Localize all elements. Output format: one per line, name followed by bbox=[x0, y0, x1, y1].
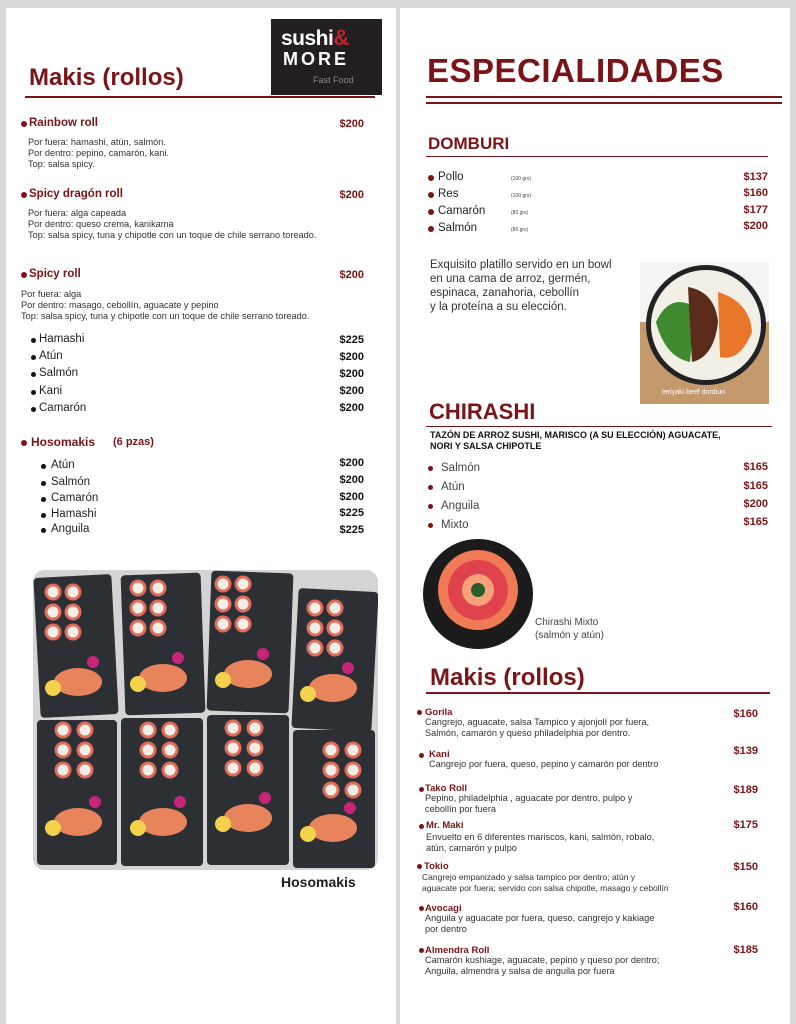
item-price-spicy-roll: $200 bbox=[339, 269, 364, 281]
chirashi-item-price: $165 bbox=[743, 461, 768, 473]
item-name-spicy-dragon-roll: Spicy dragón roll bbox=[29, 188, 123, 200]
bullet-icon bbox=[31, 355, 36, 360]
chirashi-item-price: $200 bbox=[743, 498, 768, 510]
maki-item-name: Tako Roll bbox=[425, 783, 468, 794]
donburi-photo-caption: teriyaki beef donburi bbox=[662, 389, 726, 396]
chirashi-item-name: Atún bbox=[441, 481, 465, 493]
option-name: Salmón bbox=[39, 367, 78, 379]
item-price-spicy-dragon-roll: $200 bbox=[339, 189, 364, 201]
brand-logo-text: sushi bbox=[281, 27, 334, 50]
bullet-icon bbox=[31, 372, 36, 377]
chirashi-item-name: Mixto bbox=[441, 519, 469, 531]
chirashi-item-name: Anguila bbox=[441, 500, 480, 512]
chirashi-subtitle: TAZÓN DE ARROZ SUSHI, MARISCO (A SU ELECCIÓN) AGUACATE, NORI Y SALSA CHIPOTLE bbox=[430, 430, 721, 451]
maki-item-desc: Cangrejo, aguacate, salsa Tampico y ajonjolí por fuera, Salmón, camarón y queso philadelphia por dentro. bbox=[425, 717, 650, 738]
chirashi-photo-caption: Chirashi Mixto (salmón y atún) bbox=[535, 617, 604, 641]
maki-item-price: $160 bbox=[733, 708, 758, 720]
bullet-icon bbox=[41, 497, 46, 502]
option-price: $200 bbox=[339, 457, 364, 469]
maki-item-price: $175 bbox=[733, 819, 758, 831]
domburi-item-name: Salmón bbox=[438, 222, 477, 234]
domburi-item-weight: (100 grs) bbox=[511, 193, 532, 199]
hosomakis-photo-image bbox=[33, 570, 378, 870]
option-price: $200 bbox=[339, 351, 364, 363]
domburi-item-weight: (80 grs) bbox=[511, 210, 529, 216]
chirashi-photo-image bbox=[422, 538, 534, 650]
option-price: $225 bbox=[339, 334, 364, 346]
donburi-photo bbox=[640, 262, 769, 404]
bullet-icon bbox=[41, 528, 46, 533]
section-title-domburi: DOMBURI bbox=[428, 134, 510, 153]
bullet-icon bbox=[31, 390, 36, 395]
option-price: $200 bbox=[339, 368, 364, 380]
option-price: $200 bbox=[339, 491, 364, 503]
bullet-icon bbox=[21, 440, 27, 446]
option-price: $200 bbox=[339, 385, 364, 397]
bullet-icon bbox=[428, 226, 434, 232]
maki-item-name: Kani bbox=[429, 749, 450, 760]
option-price: $225 bbox=[339, 524, 364, 536]
item-desc-rainbow-roll: Por fuera: hamashi, atún, salmón. Por dentro: pepino, camarón, kani. Top: salsa spicy. bbox=[28, 137, 169, 169]
chirashi-item-name: Salmón bbox=[441, 462, 480, 474]
domburi-item-price: $137 bbox=[743, 171, 768, 183]
maki-item-desc: Cangrejo empanizado y salsa tampico por dentro; atún y aguacate por fuera; servido con salsa chipotle, masago y cebollín bbox=[422, 872, 669, 893]
option-name: Anguila bbox=[51, 523, 90, 535]
maki-item-name: Almendra Roll bbox=[425, 945, 490, 956]
domburi-item-price: $200 bbox=[743, 220, 768, 232]
section-rule bbox=[426, 692, 770, 694]
item-price-rainbow-roll: $200 bbox=[339, 118, 364, 130]
bullet-icon bbox=[428, 485, 433, 490]
domburi-item-price: $177 bbox=[743, 204, 768, 216]
page-title: Makis (rollos) bbox=[29, 64, 184, 91]
item-name-spicy-roll: Spicy roll bbox=[29, 268, 81, 280]
chirashi-photo bbox=[422, 538, 534, 650]
domburi-item-name: Pollo bbox=[438, 171, 464, 183]
bullet-icon bbox=[31, 407, 36, 412]
maki-item-desc: Camarón kushiage, aguacate, pepino y queso por dentro; Anguila, almendra y salsa de anguila por fuera bbox=[425, 955, 660, 976]
option-name: Hamashi bbox=[51, 508, 97, 520]
maki-item-desc: Pepino, philadelphia , aguacate por dentro, pulpo y cebollín por fuera bbox=[425, 793, 633, 814]
brand-logo-tagline: Fast Food bbox=[313, 75, 354, 85]
domburi-item-weight: (100 grs) bbox=[511, 176, 532, 182]
bullet-icon bbox=[419, 824, 424, 829]
page-title-especialidades: ESPECIALIDADES bbox=[427, 52, 724, 89]
section-title-chirashi: CHIRASHI bbox=[429, 399, 536, 424]
domburi-description: Exquisito platillo servido en un bowl en una cama de arroz, germén, espinaca, zanahoria, cebollín y la proteína a su elección. bbox=[430, 259, 612, 313]
bullet-icon bbox=[428, 192, 434, 198]
section-title-makis: Makis (rollos) bbox=[430, 664, 585, 691]
title-rule bbox=[426, 96, 782, 98]
bullet-icon bbox=[428, 504, 433, 509]
menu-page-right bbox=[400, 8, 790, 1024]
item-desc-spicy-dragon-roll: Por fuera: alga capeada Por dentro: queso crema, kanikama Top: salsa spicy, tuna y chipotle con un toque de chile serrano toreado. bbox=[28, 208, 317, 240]
bullet-icon bbox=[428, 209, 434, 215]
chirashi-item-price: $165 bbox=[743, 480, 768, 492]
hosomakis-photo bbox=[33, 570, 378, 870]
domburi-item-name: Camarón bbox=[438, 205, 486, 217]
maki-item-price: $139 bbox=[733, 745, 758, 757]
maki-item-price: $160 bbox=[733, 901, 758, 913]
option-price: $200 bbox=[339, 474, 364, 486]
bullet-icon bbox=[428, 523, 433, 528]
item-qty-hosomakis: (6 pzas) bbox=[113, 436, 154, 448]
option-name: Atún bbox=[39, 350, 63, 362]
option-name: Hamashi bbox=[39, 333, 85, 345]
option-name: Salmón bbox=[51, 476, 90, 488]
donburi-photo-image bbox=[640, 262, 769, 404]
option-name: Kani bbox=[39, 385, 63, 397]
bullet-icon bbox=[419, 753, 424, 758]
brand-logo-amp: & bbox=[333, 25, 349, 50]
bullet-icon bbox=[41, 513, 46, 518]
option-name: Atún bbox=[51, 459, 75, 471]
section-rule bbox=[426, 426, 772, 427]
bullet-icon bbox=[21, 121, 27, 127]
domburi-item-name: Res bbox=[438, 188, 459, 200]
item-desc-spicy-roll: Por fuera: alga Por dentro: masago, cebollín, aguacate y pepino Top: salsa spicy, tuna y chipotle con un toque de chile serrano toreado. bbox=[21, 289, 310, 321]
maki-item-name: Tokio bbox=[424, 861, 449, 872]
maki-item-price: $185 bbox=[733, 944, 758, 956]
domburi-item-price: $160 bbox=[743, 187, 768, 199]
bullet-icon bbox=[428, 175, 434, 181]
maki-item-desc: Anguila y aguacate por fuera, queso, cangrejo y kakiage por dentro bbox=[425, 913, 655, 934]
maki-item-desc: Envuelto en 6 diferentes mariscos, kani, salmón, robalo, atún, camarón y pulpo bbox=[426, 832, 655, 853]
maki-item-name: Mr. Maki bbox=[426, 820, 464, 831]
section-rule bbox=[426, 156, 768, 157]
bullet-icon bbox=[21, 192, 27, 198]
option-name: Camarón bbox=[51, 492, 99, 504]
bullet-icon bbox=[417, 864, 422, 869]
chirashi-item-price: $165 bbox=[743, 516, 768, 528]
bullet-icon bbox=[41, 481, 46, 486]
title-rule bbox=[25, 96, 375, 98]
bullet-icon bbox=[419, 787, 424, 792]
bullet-icon bbox=[417, 710, 422, 715]
bullet-icon bbox=[21, 272, 27, 278]
domburi-item-weight: (80 grs) bbox=[511, 227, 529, 233]
brand-logo bbox=[271, 19, 382, 95]
maki-item-name: Avocagi bbox=[425, 903, 462, 914]
maki-item-name: Gorila bbox=[425, 707, 453, 718]
item-name-rainbow-roll: Rainbow roll bbox=[29, 117, 98, 129]
brand-logo-more: MORE bbox=[283, 49, 349, 69]
bullet-icon bbox=[428, 466, 433, 471]
maki-item-price: $189 bbox=[733, 784, 758, 796]
bullet-icon bbox=[31, 338, 36, 343]
hosomakis-photo-caption: Hosomakis bbox=[281, 874, 356, 890]
option-price: $225 bbox=[339, 507, 364, 519]
bullet-icon bbox=[41, 464, 46, 469]
maki-item-desc: Cangrejo por fuera, queso, pepino y camarón por dentro bbox=[429, 759, 659, 769]
option-price: $200 bbox=[339, 402, 364, 414]
item-name-hosomakis: Hosomakis bbox=[31, 435, 96, 449]
menu-page-left bbox=[6, 8, 396, 1024]
bullet-icon bbox=[419, 906, 424, 911]
title-rule bbox=[426, 102, 782, 104]
maki-item-price: $150 bbox=[733, 861, 758, 873]
bullet-icon bbox=[419, 948, 424, 953]
option-name: Camarón bbox=[39, 402, 87, 414]
